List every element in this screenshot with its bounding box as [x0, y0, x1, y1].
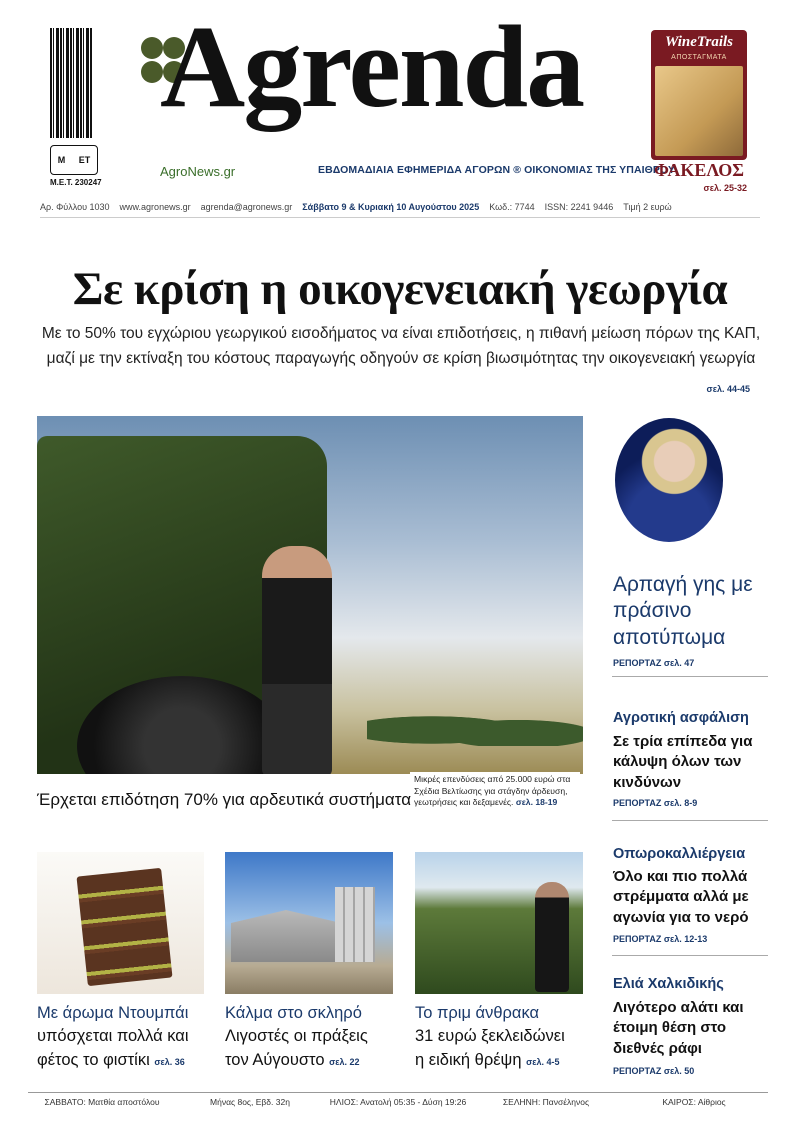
divider	[612, 676, 768, 677]
issue-code: Κωδ.: 7744	[489, 202, 535, 212]
bottom-story-line: 31 ευρώ ξεκλειδώνει	[415, 1027, 565, 1046]
lead-subhead: Με το 50% του εγχώριου γεωργικού εισοδήματος να είναι επιδοτήσεις, η πιθανή μείωση πόρων της ΚΑΠ, μαζί με την εκτίναξη του κόστους παραγωγής οδηγούν σε κρίση βιωσιμότητας την οικογενειακή γεωργία	[41, 325, 761, 367]
warehouse-photo[interactable]	[225, 852, 393, 994]
met-right: ΕΤ	[78, 155, 91, 165]
bottom-story-line: τον Αύγουστο	[225, 1050, 325, 1069]
section-rep-olive: ΡΕΠΟΡΤΑΖ σελ. 50	[613, 1066, 695, 1076]
trees-shape	[367, 706, 583, 746]
footer-weather: ΚΑΙΡΟΣ: Αίθριος	[662, 1096, 726, 1107]
bottom-story-pistachio[interactable]	[37, 1002, 212, 1072]
divider	[612, 820, 768, 821]
arpagi-headline[interactable]: Αρπαγή γης με πράσινο αποτύπωμα	[613, 573, 753, 649]
issue-issn: ISSN: 2241 9446	[544, 202, 614, 212]
footer-sun: ΗΛΙΟΣ: Ανατολή 05:35 - Δύση 19:26	[329, 1096, 467, 1107]
bottom-story-pages: σελ. 36	[154, 1056, 185, 1067]
issue-info-bar	[40, 202, 760, 218]
farmer-figure	[262, 546, 332, 774]
issue-web[interactable]: www.agronews.gr	[119, 202, 191, 212]
main-story-photo[interactable]	[37, 416, 583, 774]
divider	[612, 955, 768, 956]
chocolate-shape	[76, 868, 172, 986]
wine-insert-image	[655, 66, 743, 156]
bottom-story-line: υπόσχεται πολλά και	[37, 1027, 189, 1046]
issue-date: Σάββατο 9 & Κυριακή 10 Αυγούστου 2025	[302, 202, 480, 212]
barcode	[50, 28, 92, 138]
section-text-orchards[interactable]: Όλο και πιο πολλά στρέμματα αλλά με αγωνία για το νερό	[613, 868, 749, 926]
section-title-olive: Ελιά Χαλκιδικής	[613, 976, 724, 992]
insert-label: ΦΑΚΕΛΟΣ	[654, 160, 744, 180]
masthead-title[interactable]: Agrenda	[160, 1, 584, 132]
section-title-insurance: Αγροτική ασφάλιση	[613, 710, 749, 726]
bottom-story-line: Κάλμα στο σκληρό	[225, 1004, 362, 1022]
bottom-story-pages: σελ. 4-5	[526, 1056, 560, 1067]
field-photo[interactable]	[415, 852, 583, 994]
masthead-tagline: ΕΒΔΟΜΑΔΙΑΙΑ ΕΦΗΜΕΡΙΔΑ ΑΓΟΡΩΝ ® ΟΙΚΟΝΟΜΙΑΣ ΤΗΣ ΥΠΑΙΘΡΟΥ	[318, 164, 676, 176]
wine-insert-brand: WineTrails	[664, 34, 734, 50]
bottom-story-line: Το πριμ άνθρακα	[415, 1004, 540, 1022]
arpagi-rep: ΡΕΠΟΡΤΑΖ σελ. 47	[613, 658, 695, 668]
lead-pages: σελ. 44-45	[706, 384, 750, 394]
section-rep-insurance: ΡΕΠΟΡΤΑΖ σελ. 8-9	[613, 798, 698, 808]
bottom-story-carbon[interactable]	[415, 1002, 595, 1072]
silos-shape	[335, 887, 375, 962]
section-rep-orchards: ΡΕΠΟΡΤΑΖ σελ. 12-13	[613, 934, 708, 944]
bottom-story-line: φέτος το φιστίκι	[37, 1050, 150, 1069]
main-story-caption[interactable]: Έρχεται επιδότηση 70% για αρδευτικά συστήματα	[37, 790, 412, 809]
masthead-site[interactable]: AgroNews.gr	[160, 164, 236, 179]
issue-price: Τιμή 2 ευρώ	[623, 202, 672, 212]
main-story-note-text: Μικρές επενδύσεις από 25.000 ευρώ στα Σχέδια Βελτίωσης για στάγδην άρδευση, γεωτρήσεις και δεξαμενές.	[414, 774, 571, 808]
main-story-note-pages: σελ. 18-19	[515, 797, 558, 808]
footer-bar	[28, 1092, 768, 1110]
warehouse-shape	[231, 910, 341, 962]
met-left: Μ	[57, 155, 66, 165]
section-title-orchards: Οπωροκαλλιέργεια	[613, 846, 746, 862]
met-badge	[50, 145, 98, 175]
issue-email[interactable]: agrenda@agronews.gr	[200, 202, 293, 212]
portrait-photo[interactable]	[615, 418, 723, 542]
lead-headline[interactable]: Σε κρίση η οικογενειακή γεωργία	[72, 263, 728, 315]
bottom-story-durum[interactable]	[225, 1002, 400, 1072]
section-text-olive[interactable]: Λιγότερο αλάτι και έτοιμη θέση στο διεθνές ράφι	[613, 999, 744, 1057]
insert-pages: σελ. 25-32	[703, 183, 747, 193]
person-figure	[535, 882, 569, 992]
section-text-insurance[interactable]: Σε τρία επίπεδα για κάλυψη όλων των κινδύνων	[613, 733, 753, 791]
main-story-note	[410, 772, 580, 811]
met-code: Μ.Ε.Τ. 230247	[50, 178, 102, 187]
pistachio-photo[interactable]	[37, 852, 204, 994]
footer-month: Μήνας 8ος, Εβδ. 32η	[210, 1096, 290, 1107]
footer-saint: ΣΑΒΒΑΤΟ: Ματθία αποστόλου	[44, 1096, 160, 1107]
wine-insert-box[interactable]	[651, 30, 747, 160]
bottom-story-line: η ειδική θρέψη	[415, 1050, 522, 1069]
bottom-story-line: Με άρωμα Ντουμπάι	[37, 1004, 189, 1022]
wine-insert-sub: ΑΠΟΣΤΑΓΜΑΤΑ	[671, 54, 727, 61]
bottom-story-pages: σελ. 22	[329, 1056, 360, 1067]
bottom-story-line: Λιγοστές οι πράξεις	[225, 1027, 368, 1046]
footer-moon: ΣΕΛΗΝΗ: Πανσέληνος	[502, 1096, 590, 1107]
issue-number: Αρ. Φύλλου 1030	[40, 202, 110, 212]
